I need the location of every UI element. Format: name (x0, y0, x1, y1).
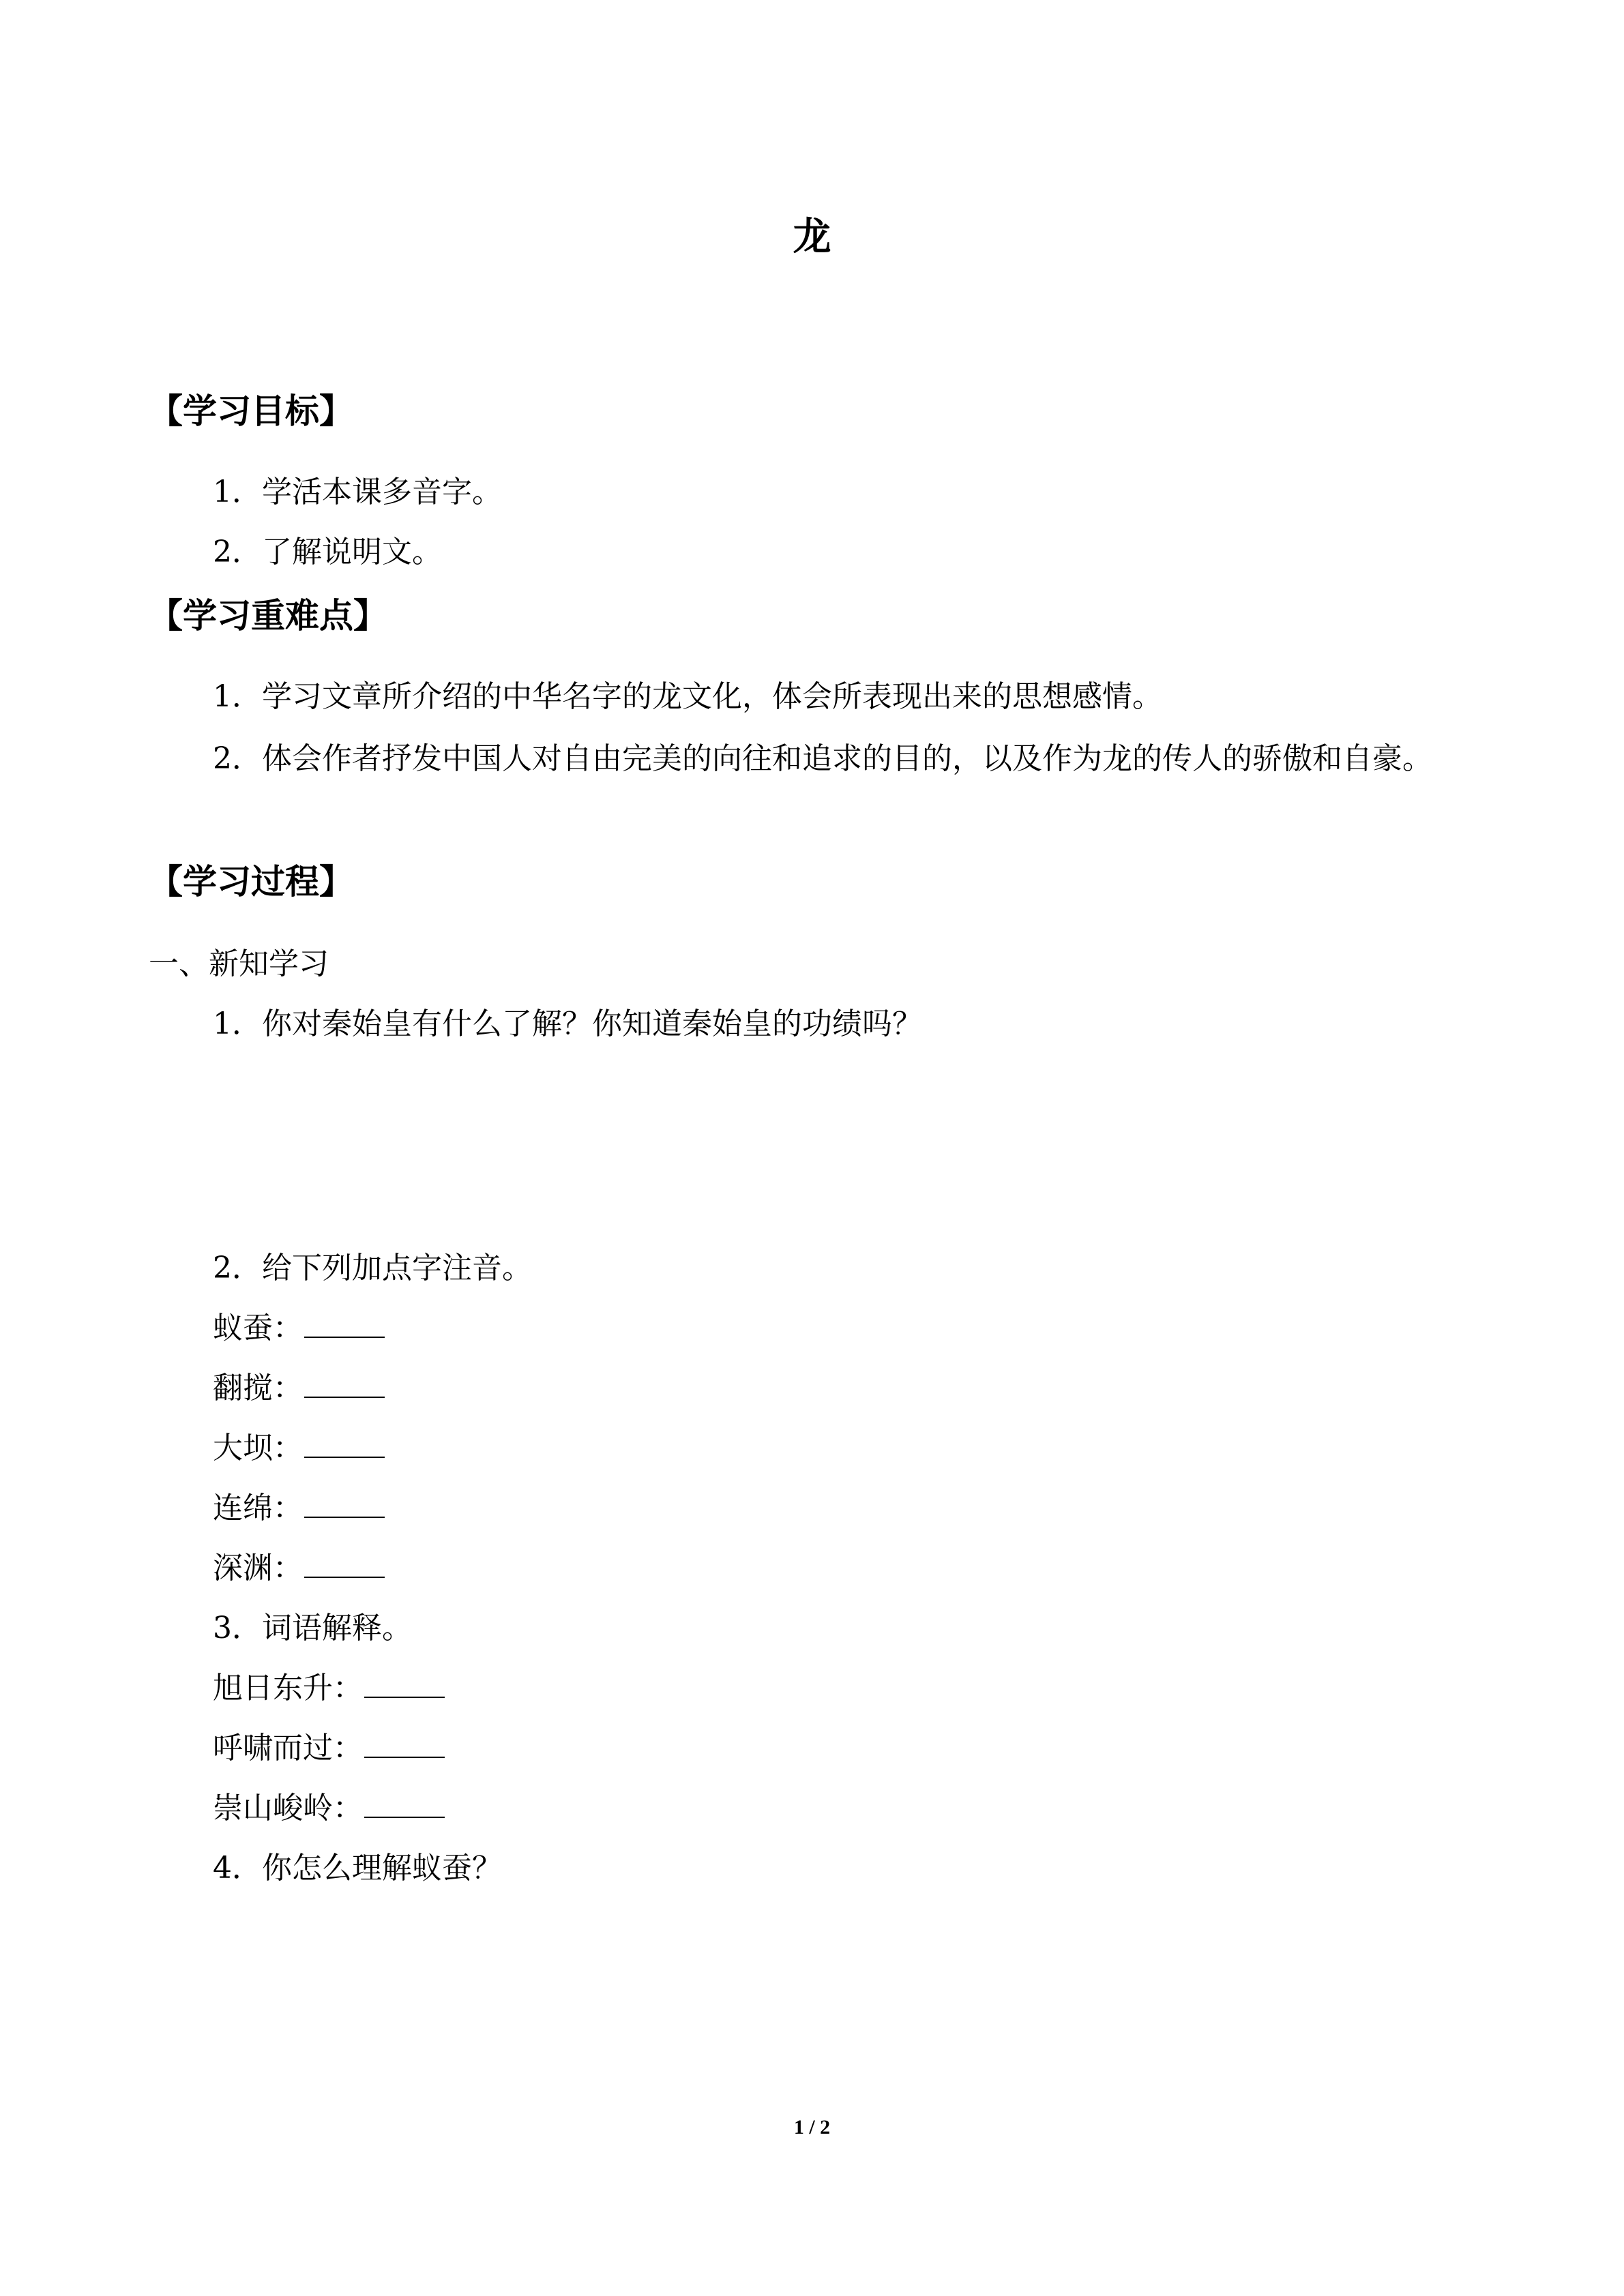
part-heading-new-knowledge: 一、新知学习 (149, 946, 329, 981)
pinyin-item-label: 翻搅： (213, 1371, 303, 1405)
answer-blank[interactable] (304, 1429, 385, 1458)
goal-item-2: 2．了解说明文。 (213, 535, 442, 569)
pinyin-item-label: 连绵： (213, 1491, 303, 1525)
key-point-item-2: 2．体会作者抒发中国人对自由完美的向往和追求的目的，以及作为龙的传人的骄傲和自豪。 (213, 741, 1432, 776)
pinyin-item-2 (213, 1367, 385, 1410)
word-item-label: 旭日东升： (213, 1671, 363, 1705)
page-number: 1 / 2 (793, 2116, 831, 2138)
word-item-label: 呼啸而过： (213, 1731, 363, 1765)
goal-item-1: 1．学活本课多音字。 (213, 475, 502, 509)
answer-blank[interactable] (304, 1489, 385, 1518)
word-item-2 (213, 1727, 445, 1770)
answer-blank[interactable] (304, 1549, 385, 1578)
pinyin-item-5 (213, 1547, 385, 1590)
pinyin-item-label: 大坝： (213, 1431, 303, 1465)
section-heading-key-points: 【学习重难点】 (149, 596, 387, 636)
question-2: 2．给下列加点字注音。 (213, 1251, 532, 1285)
answer-blank[interactable] (364, 1789, 445, 1818)
word-item-label: 崇山峻岭： (213, 1791, 363, 1825)
answer-blank[interactable] (364, 1729, 445, 1758)
pinyin-item-3 (213, 1427, 385, 1470)
page-title: 龙 (793, 215, 831, 259)
pinyin-item-label: 蚁蚕： (213, 1311, 303, 1345)
answer-blank[interactable] (364, 1669, 445, 1698)
question-3: 3．词语解释。 (213, 1611, 412, 1645)
question-4: 4．你怎么理解蚁蚕？ (213, 1851, 502, 1885)
pinyin-item-1 (213, 1307, 385, 1350)
section-heading-goals: 【学习目标】 (149, 391, 353, 431)
section-heading-process: 【学习过程】 (149, 862, 353, 901)
answer-blank[interactable] (304, 1369, 385, 1398)
pinyin-item-4 (213, 1487, 385, 1530)
pinyin-item-label: 深渊： (213, 1551, 303, 1585)
key-point-item-1: 1．学习文章所介绍的中华名字的龙文化，体会所表现出来的思想感情。 (213, 679, 1162, 714)
question-1: 1．你对秦始皇有什么了解？你知道秦始皇的功绩吗？ (213, 1007, 922, 1041)
word-item-1 (213, 1667, 445, 1710)
answer-blank[interactable] (304, 1309, 385, 1338)
word-item-3 (213, 1787, 445, 1830)
